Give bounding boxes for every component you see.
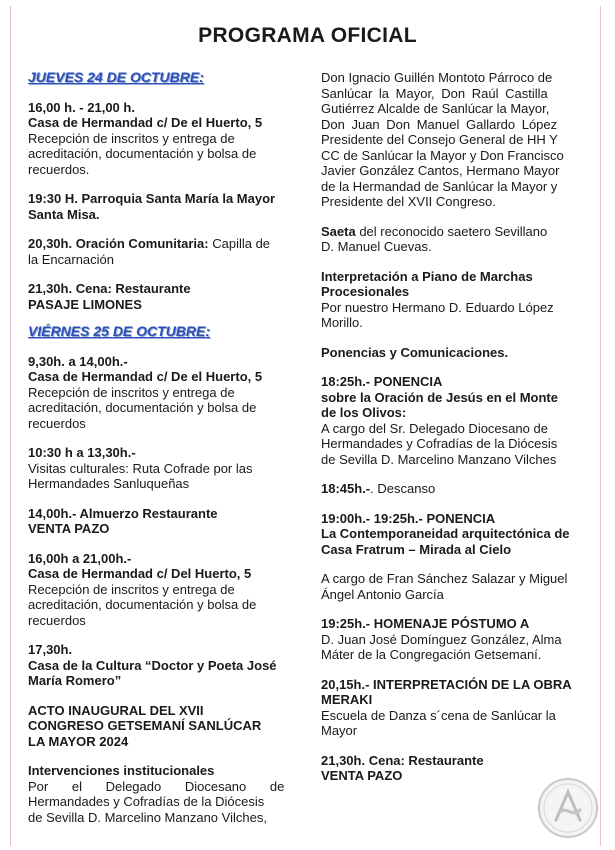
event-desc: Hermandades y Cofradías de la Diócesis — [321, 436, 558, 451]
event-reception-friday-am — [28, 354, 290, 432]
day-heading-friday: VIÉRNES 25 DE OCTUBRE: — [28, 323, 211, 339]
day-heading-thursday: JUEVES 24 DE OCTUBRE: — [28, 69, 204, 85]
event-desc: de Sevilla D. Marcelino Manzano Vilches — [321, 451, 557, 467]
event-desc: Ángel Antonio García — [321, 586, 444, 602]
speakers-list — [321, 70, 579, 210]
event-desc: de Sevilla D. Marcelino Manzano Vilches, — [28, 809, 267, 825]
event-desc: Máter de la Congregación Getsemaní. — [321, 647, 542, 662]
speakers-line: Javier González Cantos, Hermano Mayor — [321, 163, 560, 178]
event-line: Santa Misa. — [28, 206, 100, 222]
speakers-line: Gutiérrez Alcalde de Sanlúcar la Mayor, — [321, 101, 550, 116]
event-line: 21,30h. Cena: Restaurante — [321, 752, 484, 768]
event-tribute — [321, 616, 579, 663]
event-break — [321, 481, 579, 497]
event-desc: la Encarnación — [28, 251, 114, 267]
event-desc: . Descanso — [370, 481, 436, 496]
section-talks — [321, 345, 579, 361]
event-talk-speakers — [321, 571, 579, 602]
event-desc: D. Juan José Domínguez González, Alma — [321, 631, 562, 647]
event-title: Procesionales — [321, 284, 410, 299]
event-time: 10:30 h a 13,30h.- — [28, 445, 136, 460]
event-desc: Hermandades y Cofradías de la Diócesis — [28, 794, 265, 809]
event-desc: acreditación, documentación y bolsa de — [28, 146, 257, 161]
event-line: 19:30 H. Parroquia Santa María la Mayor — [28, 191, 276, 206]
event-talk-olivos — [321, 374, 579, 467]
event-time: 16,00h a 21,00h.- — [28, 550, 132, 566]
event-time: 18:25h.- PONENCIA — [321, 374, 443, 389]
event-line: VENTA PAZO — [28, 521, 110, 536]
speakers-line: CC de Sanlúcar la Mayor y Don Francisco — [321, 147, 564, 163]
event-title: 19:25h.- HOMENAJE PÓSTUMO A — [321, 616, 530, 631]
event-desc: Recepción de inscritos y entrega de — [28, 130, 235, 146]
event-desc: acreditación, documentación y bolsa de — [28, 597, 257, 612]
event-dinner-thursday — [28, 281, 290, 312]
event-prayer — [28, 236, 290, 267]
event-line: CONGRESO GETSEMANÍ SANLÚCAR — [28, 718, 262, 733]
event-reception-friday-pm — [28, 551, 290, 629]
event-place: Casa de Hermandad c/ De el Huerto, 5 — [28, 369, 263, 384]
speakers-line: Presidente del XVII Congreso. — [321, 194, 496, 209]
event-reception-thursday — [28, 100, 290, 178]
event-desc: recuerdos — [28, 415, 86, 431]
event-desc: Mayor — [321, 723, 358, 738]
section-heading: Ponencias y Comunicaciones. — [321, 344, 509, 360]
event-place: María Romero” — [28, 673, 122, 688]
event-desc: Hermandades Sanluqueñas — [28, 476, 190, 491]
event-line: 14,00h.- Almuerzo Restaurante — [28, 505, 218, 521]
event-desc: Por el Delegado Diocesano de — [28, 778, 285, 794]
event-desc: recuerdos. — [28, 161, 90, 177]
event-title: sobre la Oración de Jesús en el Monte — [321, 389, 558, 405]
event-line: LA MAYOR 2024 — [28, 733, 129, 749]
event-visits — [28, 445, 290, 492]
event-line: ACTO INAUGURAL DEL XVII — [28, 702, 204, 718]
event-inauguration — [28, 703, 290, 750]
speakers-line: Sanlúcar la Mayor, Don Raúl Castilla — [321, 85, 548, 101]
event-meraki — [321, 677, 579, 739]
right-column — [321, 70, 579, 784]
event-time: 17,30h. — [28, 642, 73, 657]
event-lunch — [28, 506, 290, 537]
speakers-line: Presidente del Consejo General de HH Y — [321, 132, 558, 147]
speakers-line: de la Hermandad de Sanlúcar la Mayor y — [321, 178, 558, 194]
event-title: Interpretación a Piano de Marchas — [321, 268, 533, 284]
page-title: PROGRAMA OFICIAL — [198, 24, 417, 47]
event-line: 21,30h. Cena: Restaurante — [28, 281, 191, 296]
event-desc: Morillo. — [321, 315, 363, 330]
event-desc: Capilla de — [208, 236, 271, 251]
event-saeta — [321, 224, 579, 255]
event-desc: Recepción de inscritos y entrega de — [28, 384, 235, 400]
event-title: Casa Fratrum – Mirada al Cielo — [321, 541, 512, 557]
event-desc: recuerdos — [28, 612, 86, 628]
event-speeches — [28, 763, 290, 825]
event-time: 18:45h.- — [321, 481, 371, 496]
event-desc: Recepción de inscritos y entrega de — [28, 581, 235, 597]
event-title: Saeta — [321, 223, 356, 239]
event-place: Casa de Hermandad c/ De el Huerto, 5 — [28, 115, 263, 130]
event-culture-house — [28, 642, 290, 689]
event-time: 16,00 h. - 21,00 h. — [28, 99, 135, 115]
event-line: VENTA PAZO — [321, 768, 403, 783]
speakers-line: Don Ignacio Guillén Montoto Párroco de — [321, 70, 553, 85]
event-title: Intervenciones institucionales — [28, 763, 215, 778]
event-desc: D. Manuel Cuevas. — [321, 239, 432, 254]
speakers-line: Don Juan Don Manuel Gallardo López — [321, 116, 558, 132]
event-place: Casa de la Cultura “Doctor y Poeta José — [28, 657, 277, 673]
event-title: 20,30h. Oración Comunitaria: — [28, 236, 209, 251]
event-desc: Escuela de Danza s´cena de Sanlúcar la — [321, 707, 556, 723]
event-place: Casa de Hermandad c/ Del Huerto, 5 — [28, 566, 252, 581]
event-desc: A cargo del Sr. Delegado Diocesano de — [321, 420, 548, 436]
event-time: 19:00h.- 19:25h.- PONENCIA — [321, 510, 496, 526]
event-time: 9,30h. a 14,00h.- — [28, 353, 128, 369]
watermark-logo-icon — [536, 776, 600, 840]
event-line: PASAJE LIMONES — [28, 296, 142, 312]
event-title: 20,15h.- INTERPRETACIÓN DE LA OBRA — [321, 676, 572, 692]
event-title: MERAKI — [321, 692, 373, 707]
event-desc: acreditación, documentación y bolsa de — [28, 400, 257, 415]
event-desc: A cargo de Fran Sánchez Salazar y Miguel — [321, 571, 568, 586]
event-desc: Visitas culturales: Ruta Cofrade por las — [28, 460, 253, 476]
event-piano — [321, 269, 579, 331]
event-desc: del reconocido saetero Sevillano — [355, 223, 548, 239]
event-mass — [28, 191, 290, 222]
event-talk-fratrum — [321, 511, 579, 558]
event-title: de los Olivos: — [321, 405, 407, 420]
event-desc: Por nuestro Hermano D. Eduardo López — [321, 299, 554, 315]
event-title: La Contemporaneidad arquitectónica de — [321, 526, 570, 541]
left-column — [28, 70, 290, 825]
